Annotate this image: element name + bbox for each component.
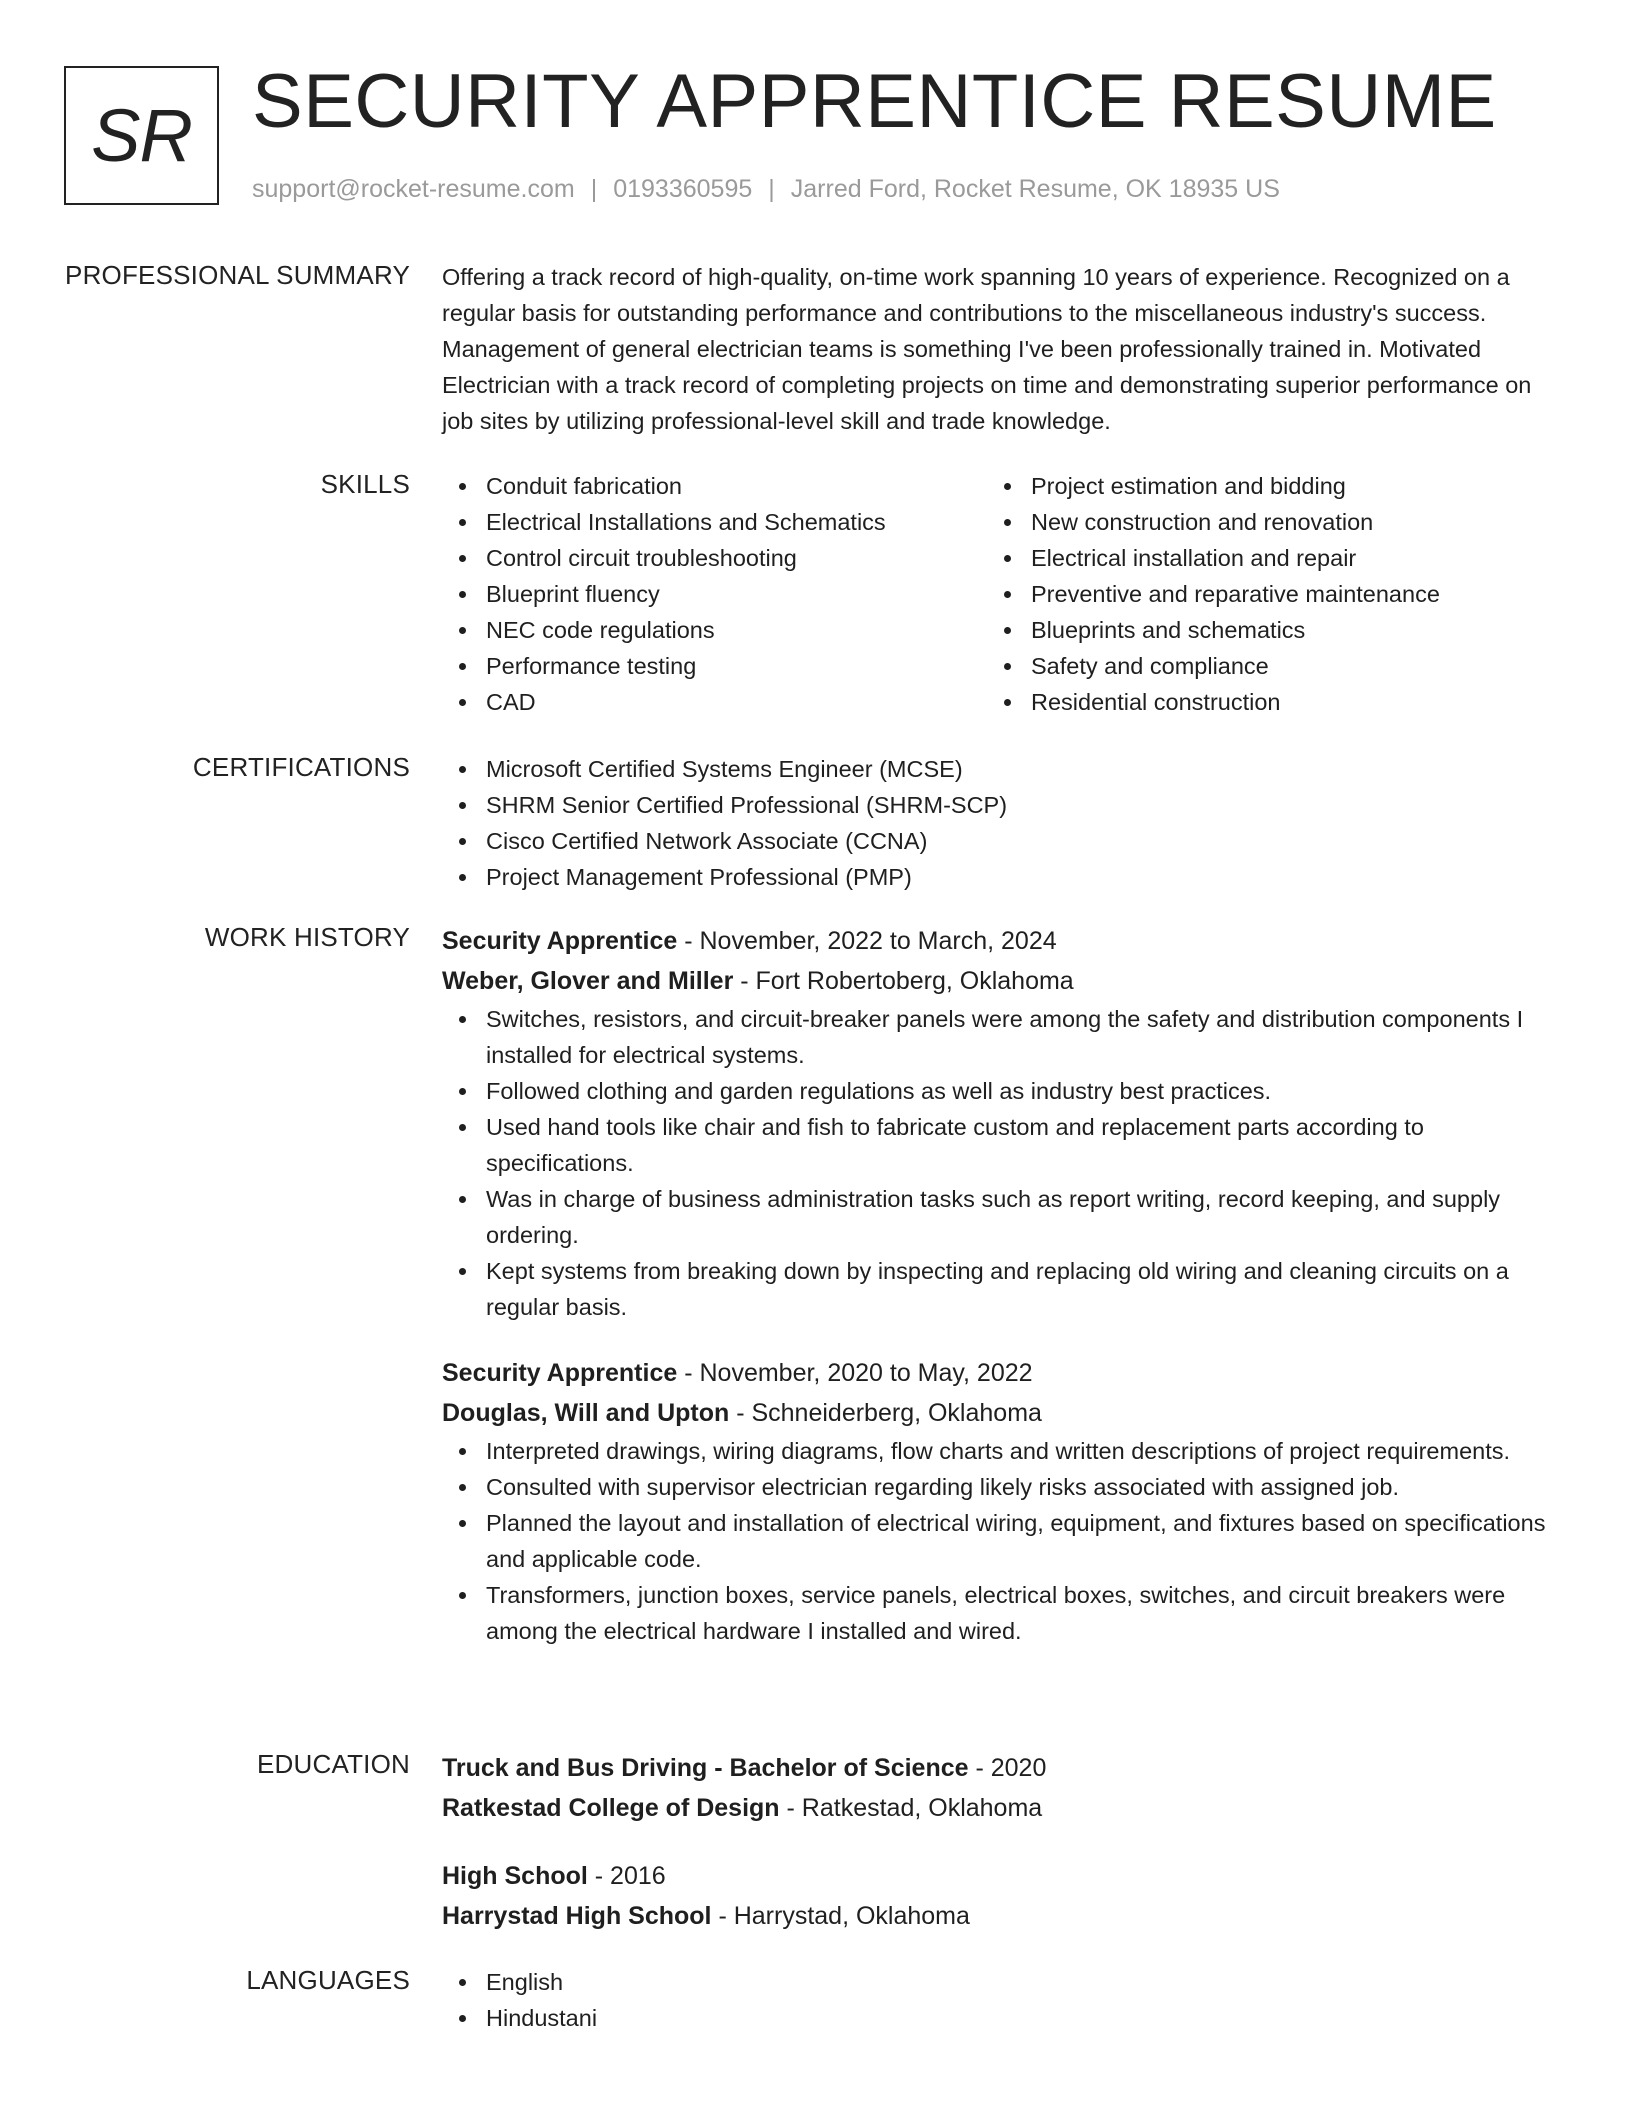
contact-email: support@rocket-resume.com: [252, 175, 575, 203]
job-entry: [442, 1353, 1557, 1649]
section-label-certifications: CERTIFICATIONS: [192, 752, 410, 782]
certifications-list: [442, 751, 1557, 895]
job-location: - Schneiderberg, Oklahoma: [729, 1399, 1042, 1427]
skill-item: Performance testing: [442, 648, 987, 684]
education-degree: Truck and Bus Driving - Bachelor of Science: [442, 1754, 969, 1782]
skill-item: Preventive and reparative maintenance: [987, 576, 1532, 612]
education-location: - Harrystad, Oklahoma: [711, 1902, 970, 1930]
job-company: Weber, Glover and Miller: [442, 967, 734, 995]
education-body: [442, 1748, 1557, 1936]
job-company-line: [442, 961, 1557, 1001]
job-title-line: [442, 921, 1557, 961]
certification-item: Microsoft Certified Systems Engineer (MCSE): [442, 751, 1557, 787]
section-label-work-history: WORK HISTORY: [204, 922, 410, 952]
language-item: Hindustani: [442, 2000, 1557, 2036]
skill-item: Control circuit troubleshooting: [442, 540, 987, 576]
contact-line: [252, 174, 1280, 204]
job-title: Security Apprentice: [442, 1359, 678, 1387]
certifications-body: [442, 751, 1557, 895]
job-bullet: Transformers, junction boxes, service panels, electrical boxes, switches, and circuit breakers were among the electrical hardware I installed and wired.: [442, 1577, 1557, 1649]
job-bullet: Was in charge of business administration tasks such as report writing, record keeping, and supply ordering.: [442, 1181, 1557, 1253]
certification-item: Cisco Certified Network Associate (CCNA): [442, 823, 1557, 859]
education-year: - 2016: [587, 1862, 666, 1890]
skill-item: Safety and compliance: [987, 648, 1532, 684]
education-year: - 2020: [968, 1754, 1047, 1782]
skill-item: Electrical Installations and Schematics: [442, 504, 987, 540]
skill-item: Electrical installation and repair: [987, 540, 1532, 576]
skill-item: NEC code regulations: [442, 612, 987, 648]
languages-list: [442, 1964, 1557, 2036]
skill-item: Conduit fabrication: [442, 468, 987, 504]
section-label-summary: PROFESSIONAL SUMMARY: [65, 260, 410, 290]
languages-body: [442, 1964, 1557, 2036]
education-school: Harrystad High School: [442, 1902, 712, 1930]
skills-list-left: [442, 468, 987, 720]
certification-item: SHRM Senior Certified Professional (SHRM-SCP): [442, 787, 1557, 823]
education-entry: [442, 1856, 1557, 1936]
skill-item: Residential construction: [987, 684, 1532, 720]
job-entry: [442, 921, 1557, 1325]
job-bullet: Planned the layout and installation of electrical wiring, equipment, and fixtures based on specifications and applicable code.: [442, 1505, 1557, 1577]
summary-body: [442, 259, 1557, 439]
education-entry: [442, 1748, 1557, 1828]
contact-separator: |: [590, 175, 598, 203]
language-item: English: [442, 1964, 1557, 2000]
contact-separator: |: [768, 175, 775, 203]
job-dates: - November, 2020 to May, 2022: [677, 1359, 1033, 1387]
education-degree-line: [442, 1856, 1557, 1896]
monogram-logo: SR: [64, 66, 219, 205]
skill-item: CAD: [442, 684, 987, 720]
contact-address: Jarred Ford, Rocket Resume, OK 18935 US: [790, 175, 1280, 203]
job-bullets: [442, 1433, 1557, 1649]
skills-columns: [442, 468, 1557, 720]
education-degree-line: [442, 1748, 1557, 1788]
education-degree: High School: [442, 1862, 588, 1890]
education-location: - Ratkestad, Oklahoma: [779, 1794, 1043, 1822]
job-bullet: Switches, resistors, and circuit-breaker panels were among the safety and distribution components I installed for electrical systems.: [442, 1001, 1557, 1073]
job-title-line: [442, 1353, 1557, 1393]
certification-item: Project Management Professional (PMP): [442, 859, 1557, 895]
skill-item: New construction and renovation: [987, 504, 1532, 540]
skills-list-right: [987, 468, 1532, 720]
section-label-skills: SKILLS: [320, 469, 410, 499]
job-bullets: [442, 1001, 1557, 1325]
job-bullet: Consulted with supervisor electrician regarding likely risks associated with assigned job.: [442, 1469, 1557, 1505]
job-bullet: Interpreted drawings, wiring diagrams, flow charts and written descriptions of project requirements.: [442, 1433, 1557, 1469]
contact-phone: 0193360595: [613, 175, 753, 203]
summary-text: Offering a track record of high-quality, on-time work spanning 10 years of experience. Recognized on a regular basis for outstanding performance and contributions to the miscellaneous industry's success. Management of general electrician teams is something I've been professionally trained in. Motivated Electrician with a track record of completing projects on time and demonstrating superior performance on job sites by utilizing professional-level skill and trade knowledge.: [442, 264, 1532, 434]
work-history-body: [442, 921, 1557, 1649]
job-bullet: Used hand tools like chair and fish to fabricate custom and replacement parts according to specifications.: [442, 1109, 1557, 1181]
job-title: Security Apprentice: [442, 927, 678, 955]
job-company-line: [442, 1393, 1557, 1433]
education-school-line: [442, 1788, 1557, 1828]
education-school: Ratkestad College of Design: [442, 1794, 780, 1822]
section-label-education: EDUCATION: [257, 1749, 410, 1779]
skill-item: Project estimation and bidding: [987, 468, 1532, 504]
job-location: - Fort Robertoberg, Oklahoma: [733, 967, 1074, 995]
skill-item: Blueprints and schematics: [987, 612, 1532, 648]
section-label-languages: LANGUAGES: [246, 1965, 410, 1995]
education-school-line: [442, 1896, 1557, 1936]
job-company: Douglas, Will and Upton: [442, 1399, 730, 1427]
job-bullet: Followed clothing and garden regulations as well as industry best practices.: [442, 1073, 1557, 1109]
page-title: SECURITY APPRENTICE RESUME: [252, 59, 1497, 144]
skill-item: Blueprint fluency: [442, 576, 987, 612]
job-dates: - November, 2022 to March, 2024: [677, 927, 1057, 955]
job-bullet: Kept systems from breaking down by inspecting and replacing old wiring and cleaning circuits on a regular basis.: [442, 1253, 1557, 1325]
